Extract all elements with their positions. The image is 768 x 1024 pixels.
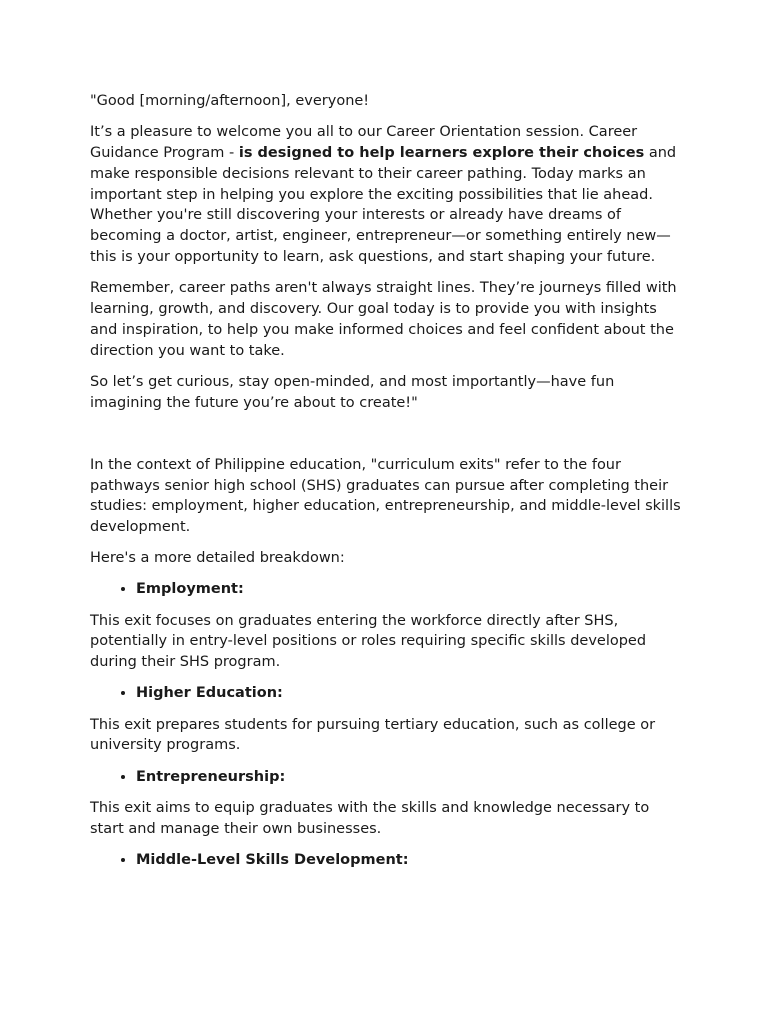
welcome-text-start: It’s a pleasure to welcome you all to our Career Orientation session. Career Guidance Program - — [90, 124, 638, 161]
exit-title-entrepreneurship: • Entrepreneurship: — [136, 767, 682, 788]
exit-list-middle-level-skills — [90, 850, 682, 871]
welcome-bold-text: is designed to help learners explore their choices — [238, 144, 645, 161]
remember-paragraph: Remember, career paths aren't always straight lines. They’re journeys filled with learning, growth, and discovery. Our goal today is to provide you with insights and inspiration, to help you make informed choices and feel confident about the direction you want to take. — [90, 280, 677, 359]
exit-description-entrepreneurship: This exit aims to equip graduates with the skills and knowledge necessary to start and manage their own businesses. — [90, 799, 650, 837]
exit-description-employment: This exit focuses on graduates entering the workforce directly after SHS, potentially in entry-level positions or roles requiring specific skills developed during their SHS program. — [90, 612, 647, 671]
exit-list-higher-education — [90, 683, 682, 704]
exit-list-employment — [90, 579, 682, 600]
welcome-text-end: and make responsible decisions relevant to their career pathing. Today marks an important step in helping you explore the exciting possibilities that lie ahead. Whether you're still discovering your interests or already have dreams of becoming a doctor, artist, engineer, entrepreneur—or something entirely new—this is your opportunity to learn, ask questions, and start shaping your future. — [90, 144, 677, 265]
breakdown-intro: Here's a more detailed breakdown: — [90, 550, 345, 567]
welcome-paragraph — [90, 122, 682, 268]
context-paragraph: In the context of Philippine education, "curriculum exits" refer to the four pathways senior high school (SHS) graduates can pursue after completing their studies: employment, higher education, entrepreneurship, and middle-level skills development. — [90, 456, 681, 536]
exit-description-higher-education: This exit prepares students for pursuing tertiary education, such as college or university programs. — [90, 716, 656, 754]
document-page — [90, 91, 682, 881]
exit-title-employment: • Employment: — [136, 579, 682, 600]
greeting-paragraph: "Good [morning/afternoon], everyone! — [90, 93, 370, 109]
exit-title-higher-education: • Higher Education: — [136, 683, 682, 704]
closing-paragraph: So let’s get curious, stay open-minded, and most importantly—have fun imagining the future you’re about to create!" — [90, 373, 615, 411]
exit-title-middle-level-skills: • Middle-Level Skills Development: — [136, 850, 682, 871]
exit-list-entrepreneurship — [90, 767, 682, 788]
paragraph-spacer — [90, 424, 682, 455]
